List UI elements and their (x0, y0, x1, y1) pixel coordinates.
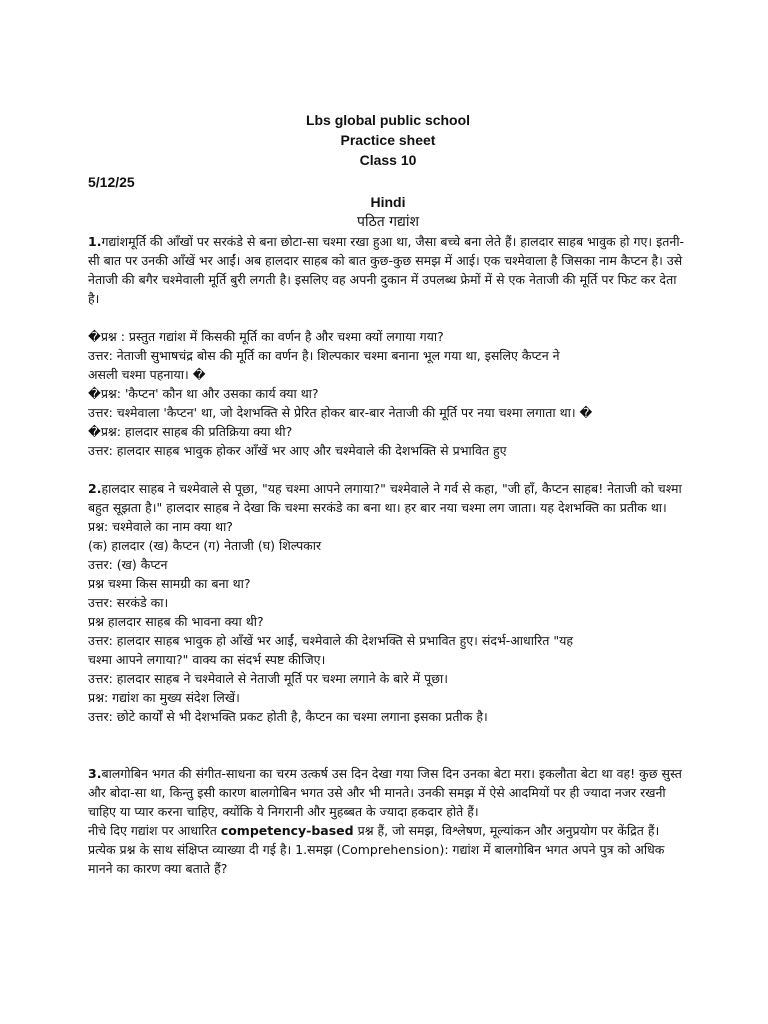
passage-1-qa (88, 327, 688, 460)
spacer (88, 460, 688, 479)
passage-3-intro (88, 821, 688, 878)
passage-2-text: हालदार साहब ने चश्मेवाले से पूछा, "यह चश्मा आपने लगाया?" चश्मेवाले ने गर्व से कहा, "जी हाँ, कैप्टन साहब! नेताजी को चश्मा बहुत सूझता है।" हालदार साहब ने देखा कि चश्मा सरकंडे का बना था। हर बार नया चश्मा लग जाता। यह देशभक्ति का प्रतीक था। (88, 481, 682, 515)
qa-line: प्रश्न: गद्यांश का मुख्य संदेश लिखें। (88, 690, 240, 705)
class-label: Class 10 (359, 152, 417, 168)
qa-line: उत्तर: (ख) कैप्टन (88, 557, 168, 572)
passage-3-text: बालगोबिन भगत की संगीत-साधना का चरम उत्कर्ष उस दिन देखा गया जिस दिन उनका बेटा मरा। इकलौता बेटा था वह! कुछ सुस्त और बोदा-सा था, किन्तु इसी कारण बालगोबिन भगत उसे और भी मानते। उनकी समझ में ऐसे आदमियों पर ही ज्यादा नजर रखनी चाहिए या प्यार करना चाहिए, क्योंकि ये निगरानी और मुहब्बत के ज्यादा हकदार होते हैं। (88, 766, 682, 819)
qa-line: चश्मा आपने लगाया?" वाक्य का संदर्भ स्पष्ट कीजिए। (88, 652, 326, 667)
qa-line: प्रश्न चश्मा किस सामग्री का बना था? (88, 576, 251, 591)
qa-line: �प्रश्न: 'कैप्टन' कौन था और उसका कार्य क्या था? (88, 386, 319, 401)
sheet-title: Practice sheet (340, 132, 436, 148)
passage-2-qa (88, 517, 688, 726)
qa-line: उत्तर: हालदार साहब ने चश्मेवाले से नेताजी मूर्ति पर चश्मा लगाने के बारे में पूछा। (88, 671, 448, 686)
qa-line: �प्रश्न: हालदार साहब की प्रतिक्रिया क्या थी? (88, 424, 293, 439)
passage-1-number: 1. (88, 234, 102, 249)
date-label: 5/12/25 (88, 174, 135, 190)
qa-line: उत्तर: छोटे कार्यों से भी देशभक्ति प्रकट होती है, कैप्टन का चश्मा लगाना इसका प्रतीक है। (88, 709, 488, 724)
section-label: पठित गद्यांश (357, 214, 419, 230)
intro-bold-term: competency-based (220, 823, 354, 838)
qa-line: उत्तर: हालदार साहब भावुक होकर आँखें भर आए और चश्मेवाले की देशभक्ति से प्रभावित हुए (88, 443, 507, 458)
qa-line: उत्तर: नेताजी सुभाषचंद्र बोस की मूर्ति का वर्णन है। शिल्पकार चश्मा बनाना भूल गया था, इसलिए कैप्टन ने (88, 348, 560, 363)
qa-line: प्रश्न: चश्मेवाले का नाम क्या था? (88, 519, 233, 534)
qa-line: उत्तर: चश्मेवाला 'कैप्टन' था, जो देशभक्ति से प्रेरित होकर बार-बार नेताजी की मूर्ति पर नया चश्मा लगाता था। � (88, 405, 593, 420)
school-name: Lbs global public school (305, 112, 471, 128)
passage-1 (88, 232, 688, 308)
intro-text-rest: प्रश्न हैं, जो समझ, विश्लेषण, मूल्यांकन और अनुप्रयोग पर केंद्रित हैं। प्रत्येक प्रश्न के साथ संक्षिप्त व्याख्या दी गई है। 1.समझ (Comprehension): गद्यांश में बालगोबिन भगत अपने पुत्र को अधिक मानने का कारण क्या बताते हैं? (88, 823, 665, 876)
subject-label: Hindi (370, 194, 406, 210)
qa-line: उत्तर: हालदार साहब भावुक हो आँखें भर आईं, चश्मेवाले की देशभक्ति से प्रभावित हुए। संदर्भ-आधारित "यह (88, 633, 574, 648)
passage-2 (88, 479, 688, 517)
qa-line: प्रश्न हालदार साहब की भावना क्या थी? (88, 614, 264, 629)
passage-3 (88, 764, 688, 821)
passage-1-text: गद्यांशमूर्ति की आँखों पर सरकंडे से बना छोटा-सा चश्मा रखा हुआ था, जैसा बच्चे बना लेते हैं। हालदार साहब भावुक हो गए। इतनी-सी बात पर उनकी आँखें भर आईं। अब हालदार साहब को बात कुछ-कुछ समझ में आई। एक चश्मेवाला है जिसका नाम कैप्टन है। उसे नेताजी की बगैर चश्मेवाली मूर्ति बुरी लगती है। इसलिए वह अपनी दुकान में उपलब्ध फ्रेमों में से एक नेताजी की मूर्ति पर फिट कर देता है। (88, 234, 685, 306)
qa-line: उत्तर: सरकंडे का। (88, 595, 169, 610)
qa-line: �प्रश्न : प्रस्तुत गद्यांश में किसकी मूर्ति का वर्णन है और चश्मा क्यों लगाया गया? (88, 329, 444, 344)
spacer (88, 308, 688, 327)
passage-2-number: 2. (88, 481, 102, 496)
qa-line: असली चश्मा पहनाया। � (88, 367, 206, 382)
document-page (88, 110, 688, 878)
intro-text: नीचे दिए गद्यांश पर आधारित (88, 823, 221, 838)
qa-line: (क) हालदार (ख) कैप्टन (ग) नेताजी (घ) शिल्पकार (88, 538, 322, 553)
passage-3-number: 3. (88, 766, 102, 781)
spacer (88, 726, 688, 764)
